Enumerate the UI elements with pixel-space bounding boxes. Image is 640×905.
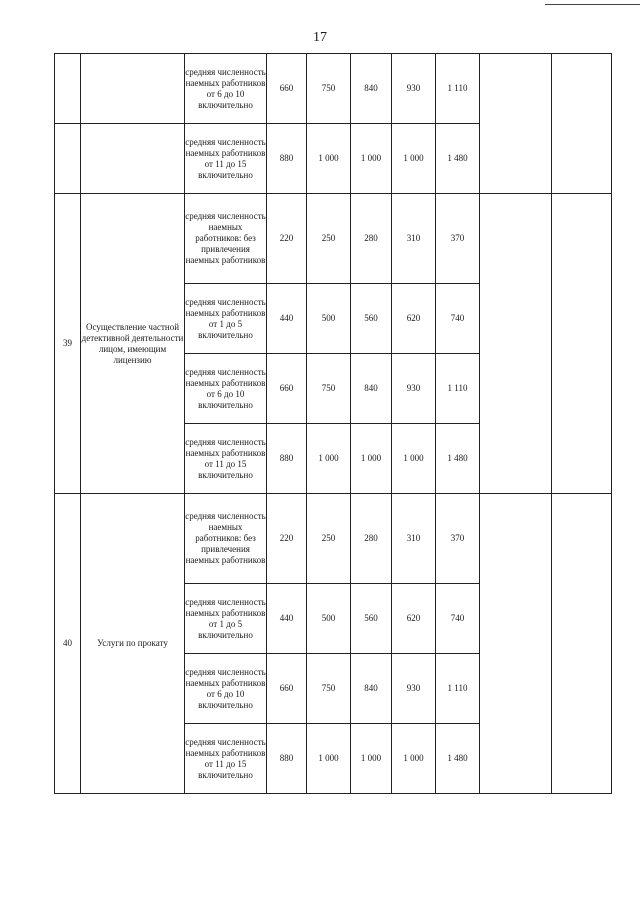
value-cell: 1 000 <box>307 124 351 194</box>
value-cell: 440 <box>267 584 307 654</box>
employee-count-cell: средняя численность наемных работников от 11 до 15 включительно <box>185 724 267 794</box>
value-cell: 750 <box>307 54 351 124</box>
empty-cell <box>480 494 552 794</box>
value-cell: 930 <box>392 654 436 724</box>
value-cell: 500 <box>307 284 351 354</box>
value-cell: 740 <box>436 284 480 354</box>
value-cell: 1 000 <box>307 724 351 794</box>
employee-count-cell: средняя численность наемных работников от 11 до 15 включительно <box>185 124 267 194</box>
value-cell: 660 <box>267 654 307 724</box>
value-cell: 880 <box>267 724 307 794</box>
empty-cell <box>480 54 552 194</box>
employee-count-cell: средняя численность наемных работников от 6 до 10 включительно <box>185 54 267 124</box>
activity-name-cell <box>81 124 185 194</box>
value-cell: 220 <box>267 494 307 584</box>
value-cell: 560 <box>351 284 392 354</box>
value-cell: 280 <box>351 494 392 584</box>
employee-count-cell: средняя численность наемных работников от 1 до 5 включительно <box>185 284 267 354</box>
employee-count-cell: средняя численность наемных работников от 6 до 10 включительно <box>185 354 267 424</box>
employee-count-cell: средняя численность наемных работников от 11 до 15 включительно <box>185 424 267 494</box>
activity-name-cell: Осуществление частной детективной деятельности лицом, имеющим лицензию <box>81 194 185 494</box>
value-cell: 1 110 <box>436 354 480 424</box>
value-cell: 1 480 <box>436 124 480 194</box>
value-cell: 310 <box>392 494 436 584</box>
empty-cell <box>552 494 612 794</box>
value-cell: 1 000 <box>392 424 436 494</box>
table-row <box>55 494 612 584</box>
value-cell: 250 <box>307 194 351 284</box>
value-cell: 880 <box>267 124 307 194</box>
value-cell: 1 000 <box>392 124 436 194</box>
value-cell: 740 <box>436 584 480 654</box>
value-cell: 620 <box>392 584 436 654</box>
value-cell: 840 <box>351 654 392 724</box>
value-cell: 660 <box>267 354 307 424</box>
value-cell: 1 000 <box>351 724 392 794</box>
value-cell: 440 <box>267 284 307 354</box>
value-cell: 930 <box>392 54 436 124</box>
activity-name-cell <box>81 54 185 124</box>
value-cell: 750 <box>307 654 351 724</box>
row-number-cell <box>55 124 81 194</box>
employee-count-cell: средняя численность наемных работников: без привлечения наемных работников <box>185 494 267 584</box>
value-cell: 840 <box>351 354 392 424</box>
value-cell: 880 <box>267 424 307 494</box>
row-number-cell: 39 <box>55 194 81 494</box>
employee-count-cell: средняя численность наемных работников: без привлечения наемных работников <box>185 194 267 284</box>
tariff-table <box>54 53 612 794</box>
value-cell: 1 110 <box>436 654 480 724</box>
value-cell: 370 <box>436 194 480 284</box>
value-cell: 1 480 <box>436 724 480 794</box>
page-number: 17 <box>313 30 327 45</box>
row-number-cell: 40 <box>55 494 81 794</box>
value-cell: 1 000 <box>351 424 392 494</box>
activity-name-cell: Услуги по прокату <box>81 494 185 794</box>
value-cell: 280 <box>351 194 392 284</box>
value-cell: 1 480 <box>436 424 480 494</box>
value-cell: 500 <box>307 584 351 654</box>
value-cell: 310 <box>392 194 436 284</box>
table-row <box>55 54 612 124</box>
employee-count-cell: средняя численность наемных работников от 6 до 10 включительно <box>185 654 267 724</box>
value-cell: 1 000 <box>351 124 392 194</box>
value-cell: 220 <box>267 194 307 284</box>
value-cell: 930 <box>392 354 436 424</box>
top-edge-line <box>545 4 640 5</box>
value-cell: 1 000 <box>392 724 436 794</box>
table-row <box>55 194 612 284</box>
value-cell: 660 <box>267 54 307 124</box>
value-cell: 1 110 <box>436 54 480 124</box>
empty-cell <box>552 54 612 194</box>
empty-cell <box>480 194 552 494</box>
value-cell: 1 000 <box>307 424 351 494</box>
employee-count-cell: средняя численность наемных работников от 1 до 5 включительно <box>185 584 267 654</box>
empty-cell <box>552 194 612 494</box>
value-cell: 750 <box>307 354 351 424</box>
value-cell: 840 <box>351 54 392 124</box>
value-cell: 560 <box>351 584 392 654</box>
value-cell: 620 <box>392 284 436 354</box>
row-number-cell <box>55 54 81 124</box>
value-cell: 250 <box>307 494 351 584</box>
value-cell: 370 <box>436 494 480 584</box>
